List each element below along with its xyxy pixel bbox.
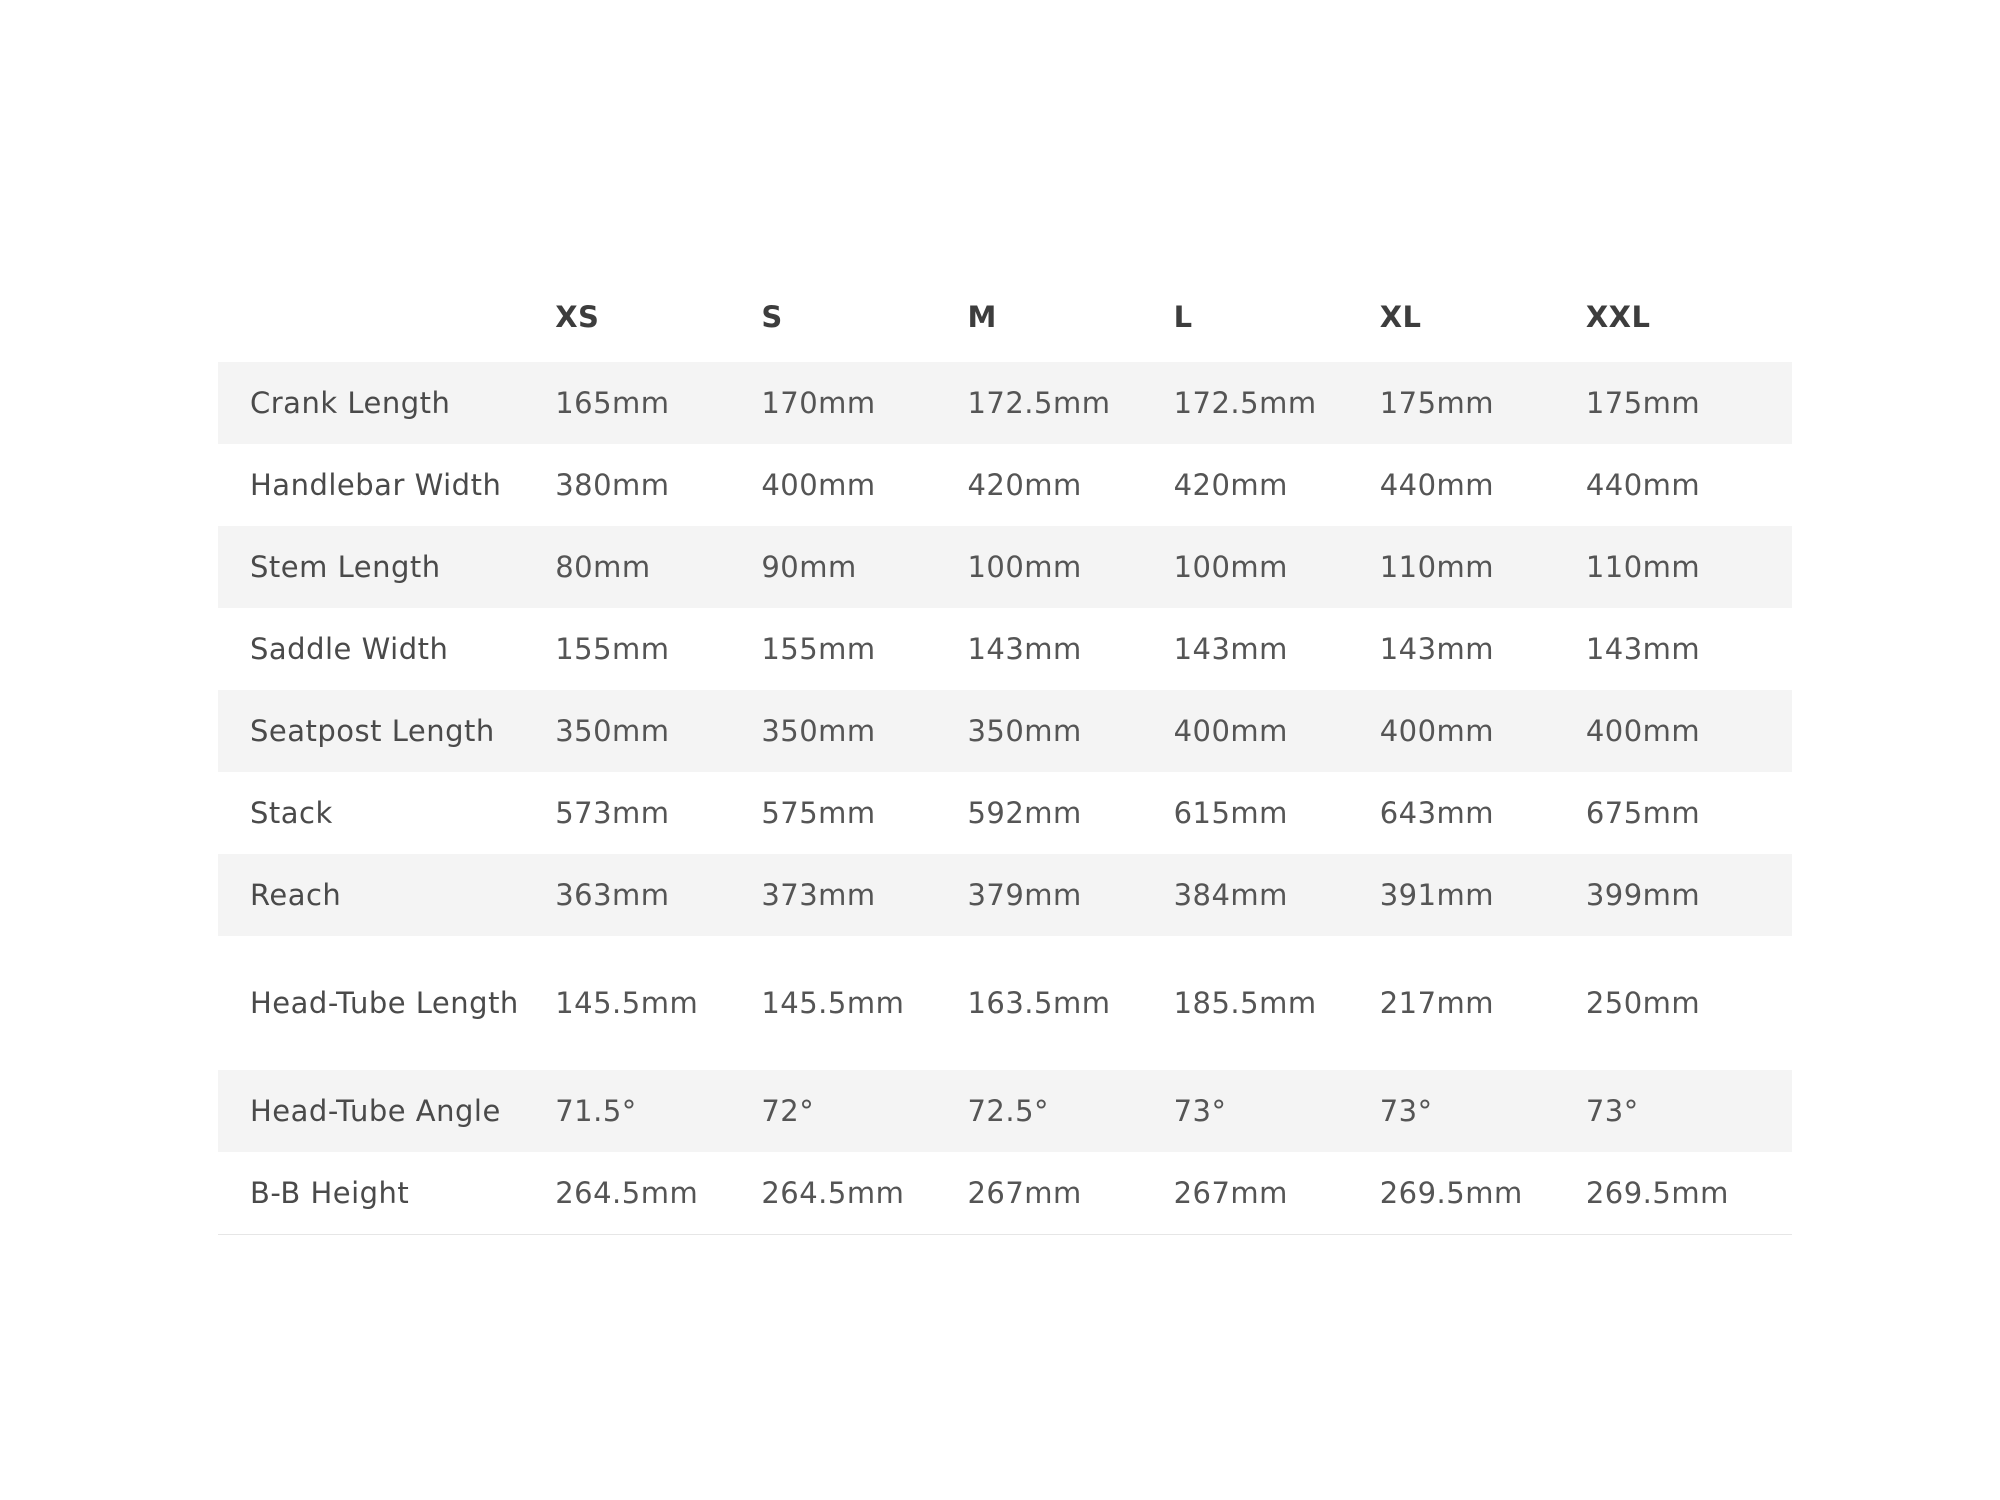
table-cell: 163.5mm [967,986,1111,1020]
row-label: Seatpost Length [218,690,555,772]
table-cell: 175mm [1586,362,1792,444]
table-cell: 264.5mm [555,1152,761,1235]
table-cell: 350mm [967,690,1173,772]
table-cell: 170mm [761,362,967,444]
table-cell: 269.5mm [1586,1152,1792,1235]
row-label: Stem Length [218,526,555,608]
table-cell: 110mm [1586,526,1792,608]
row-label: Saddle Width [250,632,449,666]
header-size-l: L [1173,300,1193,334]
table-cell: 110mm [1380,526,1586,608]
table-cell: 185.5mm [1173,986,1317,1020]
row-label: Handlebar Width [250,468,502,502]
table-cell: 350mm [555,690,761,772]
table-cell: 592mm [967,796,1082,830]
table-row [218,444,1792,526]
table-cell: 143mm [1585,632,1701,666]
table-cell: 575mm [761,796,876,830]
row-label: Stack [250,796,333,830]
table-cell: 400mm [1586,690,1792,772]
table-cell: 80mm [555,526,761,608]
table-cell: 573mm [555,796,670,830]
table-cell: 155mm [555,632,670,666]
table-cell: 73° [1174,1070,1380,1152]
table-cell: 363mm [555,854,761,936]
table-cell: 217mm [1379,986,1495,1020]
table-cell: 155mm [761,632,876,666]
table-row [218,772,1792,854]
table-row [218,608,1792,690]
table-cell: 145.5mm [761,986,905,1020]
table-cell: 145.5mm [555,986,699,1020]
header-size-xxl: XXL [1585,300,1651,334]
table-row [218,1070,1792,1152]
table-cell: 400mm [1380,690,1586,772]
table-cell: 420mm [967,468,1082,502]
table-cell: 440mm [1379,468,1495,502]
table-row [218,362,1792,444]
table-cell: 267mm [967,1152,1173,1235]
header-size-xs: XS [555,300,600,334]
table-cell: 172.5mm [1174,362,1380,444]
table-cell: 399mm [1586,854,1792,936]
header-corner [218,272,555,362]
table-cell: 73° [1380,1070,1586,1152]
table-cell: 72° [761,1070,967,1152]
table-cell: 250mm [1585,986,1701,1020]
table-cell: 143mm [1379,632,1495,666]
geometry-table [218,272,1792,1235]
table-cell: 384mm [1174,854,1380,936]
table-cell: 400mm [1174,690,1380,772]
table-cell: 71.5° [555,1070,761,1152]
table-cell: 373mm [761,854,967,936]
row-label: Head-Tube Angle [218,1070,555,1152]
table-cell: 175mm [1380,362,1586,444]
table-cell: 615mm [1173,796,1288,830]
table-cell: 90mm [761,526,967,608]
table-cell: 643mm [1379,796,1495,830]
header-size-m: M [967,300,997,334]
table-cell: 100mm [1174,526,1380,608]
table-cell: 72.5° [967,1070,1173,1152]
row-label: Head-Tube Length [250,986,519,1020]
table-cell: 420mm [1173,468,1288,502]
table-row [218,526,1792,608]
table-cell: 143mm [967,632,1082,666]
table-cell: 267mm [1174,1152,1380,1235]
table-cell: 165mm [555,362,761,444]
table-cell: 73° [1586,1070,1792,1152]
table-cell: 143mm [1173,632,1288,666]
table-header-row [218,272,1792,362]
table-cell: 400mm [761,468,876,502]
table-cell: 350mm [761,690,967,772]
header-size-s: S [761,300,783,334]
table-cell: 380mm [555,468,670,502]
table-cell: 440mm [1585,468,1701,502]
table-row [218,690,1792,772]
row-label: Crank Length [218,362,555,444]
table-cell: 379mm [967,854,1173,936]
table-cell: 675mm [1585,796,1701,830]
table-row [218,936,1792,1070]
row-label: B-B Height [218,1152,555,1235]
table-row [218,1152,1792,1235]
table-row [218,854,1792,936]
table-cell: 269.5mm [1380,1152,1586,1235]
table-cell: 172.5mm [967,362,1173,444]
table-cell: 264.5mm [761,1152,967,1235]
table-cell: 100mm [967,526,1173,608]
row-label: Reach [218,854,555,936]
header-size-xl: XL [1379,300,1422,334]
table-cell: 391mm [1380,854,1586,936]
